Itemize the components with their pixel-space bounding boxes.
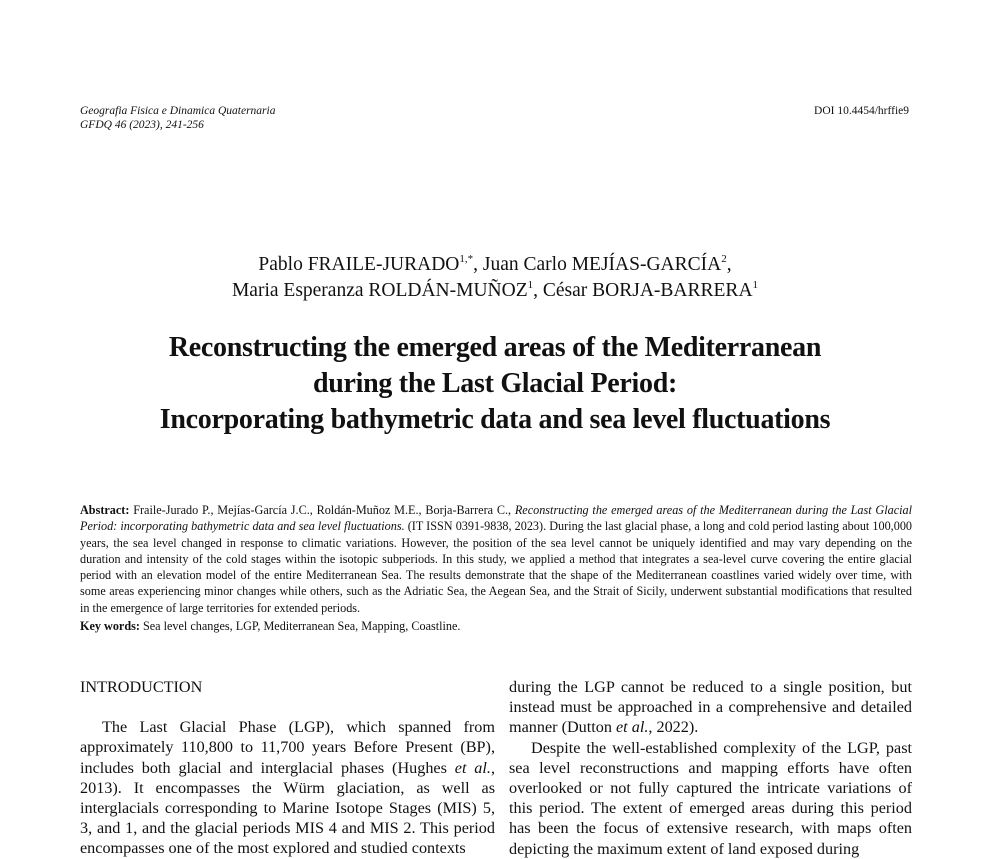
intro-paragraph-continued: [509, 677, 912, 738]
paragraph-text: during the LGP cannot be reduced to a single position, but instead must be approached in a comprehensive and detailed manner (Dutton: [509, 678, 912, 737]
title-line-2: during the Last Glacial Period:: [312, 368, 678, 399]
paper-title: [0, 330, 990, 438]
abstract-citation-issn: (IT ISSN 0391-9838, 2023).: [404, 519, 550, 534]
title-line-3: Incorporating bathymetric data and sea level fluctuations: [159, 404, 831, 435]
author-line-1: [0, 252, 990, 278]
author-name: Maria Esperanza ROLDÁN-MUÑOZ: [231, 280, 528, 301]
abstract: [80, 502, 912, 616]
intro-paragraph-2: Despite the well-established complexity of the LGP, past sea level reconstructions and mapping efforts have often overlooked or not fully captured the intricate variations of this period. The extent of emerged areas during this period has been the focus of extensive research, with maps often depicting the maximum extent of land exposed during: [509, 738, 912, 858]
author-affiliation: 1: [752, 279, 759, 291]
abstract-citation-authors: Fraile-Jurado P., Mejías-García J.C., Roldán-Muñoz M.E., Borja-Barrera C.,: [129, 503, 515, 517]
keywords-text: Sea level changes, LGP, Mediterranean Sea, Mapping, Coastline.: [139, 619, 461, 633]
journal-header: [80, 104, 275, 132]
citation-etal: et al.: [454, 758, 491, 777]
intro-paragraph-1: [80, 717, 495, 858]
journal-citation: GFDQ 46 (2023), 241-256: [80, 119, 204, 131]
paragraph-text: , 2022).: [648, 718, 699, 737]
doi: DOI 10.4454/hrffie9: [814, 105, 909, 117]
author-separator: ,: [533, 280, 543, 301]
abstract-label: Abstract:: [80, 503, 130, 517]
section-heading-introduction: INTRODUCTION: [80, 678, 203, 696]
abstract-body: During the last glacial phase, a long and cold period lasting about 100,000 years, the sea level changed in response to climatic variations. However, the position of the sea level cannot be uniquely identified and may vary depending on the duration and intensity of the cold stages within the isotopic subperiods. In this study, we applied a method that integrates a sea-level curve covering the entire glacial period with an elevation model of the entire Mediterranean Sea. The results demonstrate that the shape of the Mediterranean coastlines varied widely over time, with some areas experiencing minor changes while others, such as the Adriatic Sea, the Aegean Sea, and the Strait of Sicily, underwent substantial modifications that resulted in the emergence of large territories for extended periods.: [80, 519, 913, 615]
author-separator: ,: [473, 254, 483, 275]
author-affiliation: 1,*: [459, 253, 474, 265]
author-affiliation: 2: [721, 253, 727, 265]
title-line-1: Reconstructing the emerged areas of the Mediterranean: [168, 332, 822, 363]
right-column: [509, 677, 912, 859]
keywords-label: Key words:: [80, 619, 140, 633]
author-line-2: [0, 278, 990, 304]
author-name: Juan Carlo MEJÍAS-GARCÍA: [482, 254, 722, 275]
paragraph-text: , 2013). It encompasses the Würm glaciation, as well as interglacials corresponding to Marine Isotope Stages (MIS) 5, 3, and 1, and the glacial periods MIS 4 and MIS 2. This period encompasses one of the most explored and studied contexts: [80, 758, 495, 858]
paragraph-text: The Last Glacial Phase (LGP), which spanned from approximately 110,800 to 11,700 years Before Present (BP), includes both glacial and interglacial phases (Hughes: [80, 718, 495, 777]
author-name: Pablo FRAILE-JURADO: [258, 254, 460, 275]
author-separator: ,: [726, 254, 732, 275]
author-list: [0, 252, 990, 304]
citation-etal: et al.: [616, 718, 649, 737]
abstract-citation-title: Reconstructing the emerged areas of the Mediterranean during the Last Glacial Period: incorporating bathymetric data and sea level fluctuations.: [80, 503, 912, 534]
author-name: César BORJA-BARRERA: [542, 280, 753, 301]
journal-name: Geografia Fisica e Dinamica Quaternaria: [80, 105, 276, 117]
keywords: [80, 618, 912, 634]
author-affiliation: 1: [527, 279, 534, 291]
left-column: [80, 677, 495, 859]
